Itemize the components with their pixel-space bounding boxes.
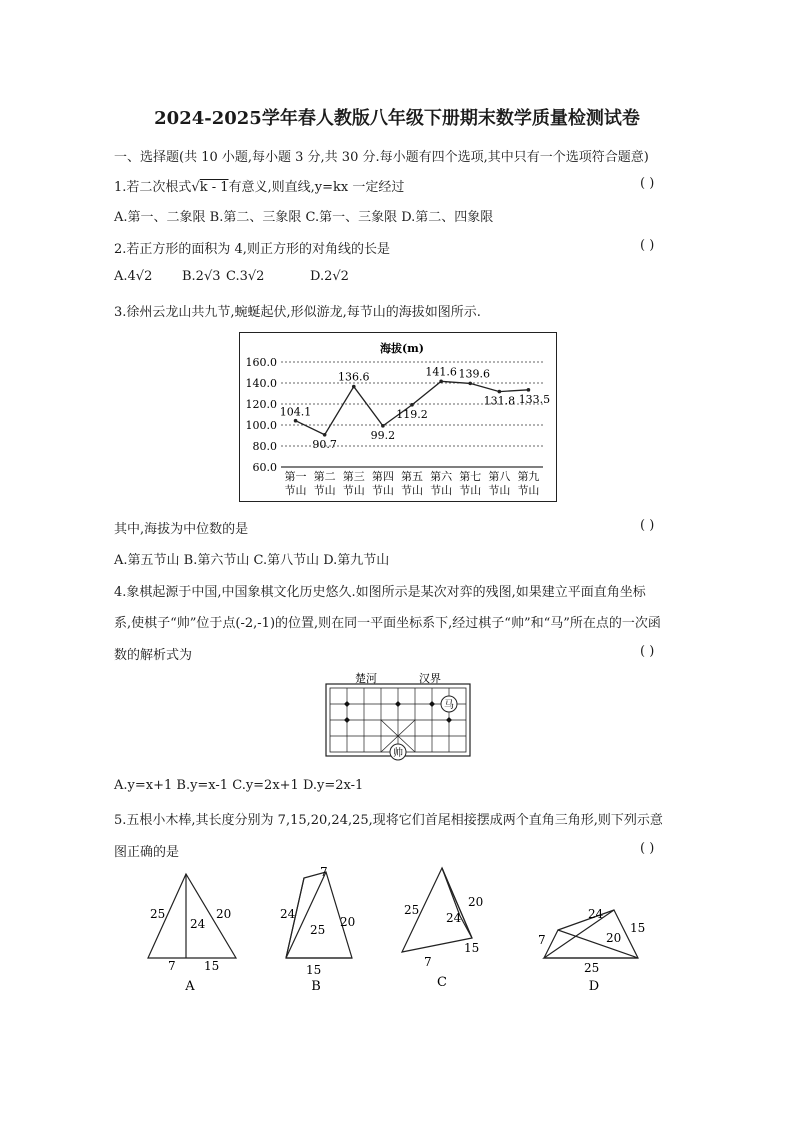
- data-label: 136.6: [338, 370, 370, 384]
- fig-c-label-25: 25: [404, 903, 420, 917]
- q1-radicand: k - 1: [199, 180, 229, 195]
- x-tick-label: 第二: [313, 470, 336, 483]
- x-tick-label-suffix: 节山: [401, 484, 423, 497]
- question-4-stem-line1: 4.象棋起源于中国,中国象棋文化历史悠久.如图所示是某次对弈的残图,如果建立平面直角坐标: [114, 585, 646, 600]
- figure-label-c: C: [437, 975, 447, 990]
- answer-paren: ( ): [640, 518, 655, 533]
- q1-pre: 1.若二次根式: [114, 180, 192, 195]
- data-point: [410, 403, 414, 407]
- fig-c-label-7: 7: [424, 955, 432, 969]
- question-4-options: A.y=x+1 B.y=x-1 C.y=2x+1 D.y=2x-1: [114, 778, 364, 793]
- question-2-stem: 2.若正方形的面积为 4,则正方形的对角线的长是: [114, 242, 390, 257]
- fig-a-label-15: 15: [204, 959, 220, 973]
- piece-ma: 马: [444, 700, 454, 711]
- data-point: [468, 382, 472, 386]
- y-tick-label: 160.0: [245, 356, 277, 369]
- altitude-chart: [239, 332, 557, 502]
- answer-paren: ( ): [640, 176, 655, 191]
- figure-label-b: B: [311, 979, 321, 994]
- x-tick-label: 第四: [371, 470, 394, 483]
- x-tick-label-suffix: 节山: [488, 484, 511, 497]
- data-label: 141.6: [425, 365, 457, 379]
- radical-sign: √: [191, 180, 200, 195]
- fig-a-label-25: 25: [150, 907, 166, 921]
- data-label: 90.7: [312, 437, 337, 451]
- question-4-stem-line2: 系,使棋子“帅”位于点(-2,-1)的位置,则在同一平面坐标系下,经过棋子“帅”和“马”所在点的一次函: [114, 616, 661, 631]
- option-c: C.3√2: [226, 269, 265, 284]
- fig-d-label-24: 24: [588, 907, 604, 921]
- x-tick-label-suffix: 节山: [342, 484, 365, 497]
- answer-paren: ( ): [640, 238, 655, 253]
- x-tick-label: 第三: [342, 470, 365, 483]
- x-tick-label-suffix: 节山: [284, 484, 307, 497]
- question-1-stem: [114, 176, 404, 195]
- chart-title: 海拔(m): [379, 342, 425, 355]
- figure-label-d: D: [588, 979, 600, 994]
- triangle-figures: [130, 860, 670, 1000]
- x-tick-label: 第六: [430, 470, 453, 483]
- y-tick-label: 140.0: [245, 377, 277, 390]
- x-tick-label-suffix: 节山: [430, 484, 453, 497]
- data-point: [352, 385, 356, 389]
- fig-b-label-7: 7: [320, 865, 328, 879]
- data-label: 131.8: [483, 394, 516, 408]
- option-b: B.2√3: [182, 269, 221, 284]
- fig-b-label-25: 25: [310, 923, 326, 937]
- option-d: D.2√2: [310, 269, 349, 284]
- x-tick-label: 第八: [488, 470, 511, 483]
- data-label: 119.2: [396, 407, 428, 421]
- data-label: 99.2: [370, 428, 396, 442]
- fig-c-label-15: 15: [464, 941, 480, 955]
- data-point: [381, 424, 385, 428]
- fig-b-label-15: 15: [306, 963, 322, 977]
- data-point: [527, 388, 531, 392]
- fig-a-label-7: 7: [168, 959, 176, 973]
- question-3-followup: 其中,海拔为中位数的是: [114, 522, 249, 537]
- fig-b-label-20: 20: [340, 915, 356, 929]
- data-point: [323, 433, 327, 437]
- figure-label-a: A: [185, 979, 195, 994]
- question-5-stem-line2: 图正确的是: [114, 845, 180, 860]
- board-label-hanjie: 汉界: [419, 672, 441, 685]
- x-tick-label: 第九: [517, 470, 540, 483]
- q1-post: 有意义,则直线,y=kx 一定经过: [228, 180, 405, 195]
- x-tick-label-suffix: 节山: [313, 484, 336, 497]
- data-point: [294, 419, 298, 423]
- question-5-stem-line1: 5.五根小木棒,其长度分别为 7,15,20,24,25,现将它们首尾相接摆成两个直角三角形,则下列示意: [114, 813, 663, 828]
- data-label: 133.5: [518, 392, 551, 406]
- x-tick-label: 第七: [459, 470, 482, 483]
- x-tick-label-suffix: 节山: [517, 484, 540, 497]
- fig-a-label-24: 24: [190, 917, 206, 931]
- question-3-stem: 3.徐州云龙山共九节,蜿蜒起伏,形似游龙,每节山的海拔如图所示.: [114, 305, 481, 320]
- y-tick-label: 120.0: [245, 398, 277, 411]
- page-title: 2024-2025学年春人教版八年级下册期末数学质量检测试卷: [154, 108, 640, 129]
- option-a: A.4√2: [114, 269, 153, 284]
- y-tick-label: 60.0: [252, 461, 277, 474]
- x-tick-label: 第五: [401, 470, 423, 483]
- answer-paren: ( ): [640, 644, 655, 659]
- fig-a-label-20: 20: [216, 907, 232, 921]
- chess-board-figure: [322, 668, 474, 764]
- fig-b-label-24: 24: [280, 907, 296, 921]
- fig-c-label-24: 24: [446, 911, 462, 925]
- fig-d-label-15: 15: [630, 921, 646, 935]
- fig-d-label-25: 25: [584, 961, 600, 975]
- x-tick-label-suffix: 节山: [459, 484, 482, 497]
- section-heading: 一、选择题(共 10 小题,每小题 3 分,共 30 分.每小题有四个选项,其中只有一个选项符合题意): [114, 150, 649, 165]
- y-tick-label: 100.0: [245, 419, 277, 432]
- y-tick-label: 80.0: [252, 440, 277, 453]
- board-label-chuhe: 楚河: [355, 672, 377, 685]
- question-3-options: A.第五节山 B.第六节山 C.第八节山 D.第九节山: [114, 553, 390, 568]
- x-tick-label: 第一: [284, 470, 307, 483]
- question-4-stem-line3: 数的解析式为: [114, 648, 193, 663]
- x-tick-label-suffix: 节山: [371, 484, 394, 497]
- data-label: 139.6: [458, 367, 490, 381]
- data-point: [439, 380, 443, 384]
- answer-paren: ( ): [640, 841, 655, 856]
- data-point: [498, 390, 502, 394]
- question-2-options: [114, 269, 349, 284]
- fig-d-label-7: 7: [538, 933, 546, 947]
- piece-shuai: 帅: [393, 748, 403, 759]
- fig-d-label-20: 20: [606, 931, 622, 945]
- data-label: 104.1: [279, 405, 312, 419]
- question-1-options: A.第一、二象限 B.第二、三象限 C.第一、三象限 D.第二、四象限: [114, 210, 494, 225]
- fig-c-label-20: 20: [468, 895, 484, 909]
